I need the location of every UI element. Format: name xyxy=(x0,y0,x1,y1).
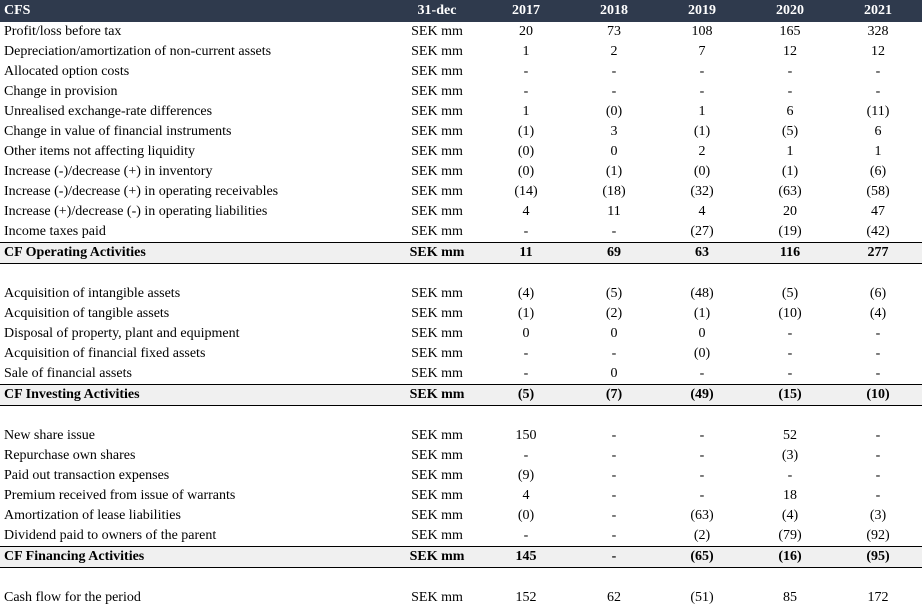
value-cell: - xyxy=(787,346,793,361)
value-cell: - xyxy=(875,428,881,443)
row-label: Increase (+)/decrease (-) in operating liabilities xyxy=(4,204,268,219)
value-cell: (14) xyxy=(514,184,538,199)
row-unit: SEK mm xyxy=(411,104,463,119)
spacer-row xyxy=(0,568,922,589)
value-cell: (3) xyxy=(781,448,799,463)
table-row xyxy=(0,142,922,162)
value-cell: - xyxy=(611,508,617,523)
value-cell: 11 xyxy=(607,204,621,219)
value-cell: - xyxy=(523,84,529,99)
value-cell: (92) xyxy=(866,528,890,543)
value-cell: - xyxy=(787,64,793,79)
value-cell: 4 xyxy=(522,204,530,219)
value-cell: (79) xyxy=(778,528,802,543)
value-cell: 1 xyxy=(698,104,706,119)
value-cell: 63 xyxy=(658,243,746,264)
spacer-cell xyxy=(0,568,922,589)
row-label: Premium received from issue of warrants xyxy=(4,488,236,503)
total-row xyxy=(0,547,922,568)
row-unit: SEK mm xyxy=(411,144,463,159)
row-label: Unrealised exchange-rate differences xyxy=(4,104,213,119)
row-label: Other items not affecting liquidity xyxy=(4,144,196,159)
value-cell: - xyxy=(523,64,529,79)
value-cell: (1) xyxy=(605,164,623,179)
table-row xyxy=(0,426,922,446)
value-cell: - xyxy=(875,488,881,503)
row-label: Acquisition of financial fixed assets xyxy=(4,346,206,361)
table-row xyxy=(0,506,922,526)
value-cell: 2 xyxy=(610,44,618,59)
value-cell: - xyxy=(787,468,793,483)
table-row xyxy=(0,446,922,466)
row-label: Acquisition of intangible assets xyxy=(4,286,181,301)
row-label: CF Financing Activities xyxy=(0,547,392,568)
table-row xyxy=(0,102,922,122)
value-cell: 116 xyxy=(746,243,834,264)
row-label: New share issue xyxy=(4,428,95,443)
row-label: Sale of financial assets xyxy=(4,366,132,381)
value-cell: (1) xyxy=(693,306,711,321)
value-cell: (5) xyxy=(605,286,623,301)
value-cell: (4) xyxy=(517,286,535,301)
header-row xyxy=(0,0,922,22)
value-cell: - xyxy=(611,448,617,463)
value-cell: - xyxy=(570,547,658,568)
spacer-cell xyxy=(0,406,922,427)
value-cell: - xyxy=(611,428,617,443)
value-cell: - xyxy=(699,366,705,381)
row-label: CF Operating Activities xyxy=(0,243,392,264)
value-cell: 277 xyxy=(834,243,922,264)
table-row xyxy=(0,62,922,82)
row-unit: SEK mm xyxy=(411,84,463,99)
row-unit: SEK mm xyxy=(411,590,463,605)
value-cell: (6) xyxy=(869,286,887,301)
row-label: Profit/loss before tax xyxy=(4,24,122,39)
value-cell: (0) xyxy=(517,508,535,523)
value-cell: (10) xyxy=(834,385,922,406)
value-cell: (5) xyxy=(482,385,570,406)
value-cell: - xyxy=(523,528,529,543)
row-label: Disposal of property, plant and equipment xyxy=(4,326,240,341)
value-cell: (0) xyxy=(693,164,711,179)
row-label: Increase (-)/decrease (+) in inventory xyxy=(4,164,213,179)
value-cell: 18 xyxy=(783,488,797,503)
value-cell: - xyxy=(875,326,881,341)
row-unit: SEK mm xyxy=(411,64,463,79)
row-unit: SEK mm xyxy=(411,44,463,59)
value-cell: (2) xyxy=(605,306,623,321)
header-year: 2017 xyxy=(482,0,570,22)
row-unit: SEK mm xyxy=(392,385,482,406)
value-cell: (58) xyxy=(866,184,890,199)
table-row xyxy=(0,22,922,42)
value-cell: 150 xyxy=(515,428,537,443)
value-cell: (1) xyxy=(693,124,711,139)
total-row xyxy=(0,243,922,264)
value-cell: (16) xyxy=(746,547,834,568)
value-cell: (27) xyxy=(690,224,714,239)
table-row xyxy=(0,324,922,344)
row-label: Repurchase own shares xyxy=(4,448,136,463)
value-cell: 12 xyxy=(783,44,797,59)
value-cell: - xyxy=(523,366,529,381)
value-cell: - xyxy=(699,64,705,79)
value-cell: 4 xyxy=(698,204,706,219)
value-cell: - xyxy=(875,346,881,361)
value-cell: (0) xyxy=(517,164,535,179)
header-year: 2021 xyxy=(834,0,922,22)
value-cell: - xyxy=(611,528,617,543)
row-label: Increase (-)/decrease (+) in operating receivables xyxy=(4,184,279,199)
value-cell: 0 xyxy=(610,144,618,159)
value-cell: - xyxy=(875,468,881,483)
value-cell: - xyxy=(875,448,881,463)
value-cell: 4 xyxy=(522,488,530,503)
value-cell: - xyxy=(699,428,705,443)
row-unit: SEK mm xyxy=(411,326,463,341)
value-cell: (1) xyxy=(781,164,799,179)
row-unit: SEK mm xyxy=(411,488,463,503)
table-row xyxy=(0,526,922,547)
row-unit: SEK mm xyxy=(411,468,463,483)
header-year: 2020 xyxy=(746,0,834,22)
row-unit: SEK mm xyxy=(411,286,463,301)
value-cell: 2 xyxy=(698,144,706,159)
total-row xyxy=(0,385,922,406)
row-label: Acquisition of tangible assets xyxy=(4,306,170,321)
row-unit: SEK mm xyxy=(411,528,463,543)
table-row xyxy=(0,486,922,506)
value-cell: (48) xyxy=(690,286,714,301)
value-cell: 6 xyxy=(786,104,794,119)
value-cell: (63) xyxy=(690,508,714,523)
value-cell: (3) xyxy=(869,508,887,523)
value-cell: - xyxy=(875,84,881,99)
row-unit: SEK mm xyxy=(411,306,463,321)
value-cell: 20 xyxy=(519,24,533,39)
value-cell: - xyxy=(699,488,705,503)
table-row xyxy=(0,284,922,304)
table-row xyxy=(0,202,922,222)
row-label: Depreciation/amortization of non-current assets xyxy=(4,44,272,59)
value-cell: (1) xyxy=(517,306,535,321)
spacer-row xyxy=(0,406,922,427)
value-cell: 328 xyxy=(867,24,889,39)
header-unit: 31-dec xyxy=(392,0,482,22)
value-cell: (18) xyxy=(602,184,626,199)
value-cell: - xyxy=(699,468,705,483)
value-cell: 1 xyxy=(522,44,530,59)
value-cell: 62 xyxy=(607,590,621,605)
value-cell: (11) xyxy=(866,104,890,119)
value-cell: (49) xyxy=(658,385,746,406)
table-body xyxy=(0,22,922,608)
table-row xyxy=(0,466,922,486)
value-cell: - xyxy=(699,84,705,99)
value-cell: - xyxy=(787,326,793,341)
spacer-row xyxy=(0,264,922,285)
value-cell: 69 xyxy=(570,243,658,264)
value-cell: - xyxy=(699,448,705,463)
row-unit: SEK mm xyxy=(411,124,463,139)
table-header xyxy=(0,0,922,22)
value-cell: (10) xyxy=(778,306,802,321)
value-cell: (4) xyxy=(869,306,887,321)
table-row xyxy=(0,344,922,364)
value-cell: (4) xyxy=(781,508,799,523)
value-cell: 0 xyxy=(610,326,618,341)
value-cell: 172 xyxy=(867,590,889,605)
value-cell: (1) xyxy=(517,124,535,139)
value-cell: (15) xyxy=(746,385,834,406)
value-cell: 0 xyxy=(698,326,706,341)
table-row xyxy=(0,42,922,62)
value-cell: - xyxy=(787,366,793,381)
table-row xyxy=(0,364,922,385)
row-label: Dividend paid to owners of the parent xyxy=(4,528,217,543)
row-label: Paid out transaction expenses xyxy=(4,468,170,483)
value-cell: - xyxy=(787,84,793,99)
header-year: 2019 xyxy=(658,0,746,22)
value-cell: (42) xyxy=(866,224,890,239)
value-cell: (7) xyxy=(570,385,658,406)
value-cell: (65) xyxy=(658,547,746,568)
value-cell: 1 xyxy=(786,144,794,159)
value-cell: 152 xyxy=(515,590,537,605)
row-unit: SEK mm xyxy=(411,346,463,361)
value-cell: 0 xyxy=(610,366,618,381)
value-cell: (0) xyxy=(517,144,535,159)
value-cell: 6 xyxy=(874,124,882,139)
row-unit: SEK mm xyxy=(411,24,463,39)
header-label: CFS xyxy=(0,0,392,22)
value-cell: 7 xyxy=(698,44,706,59)
row-unit: SEK mm xyxy=(411,448,463,463)
value-cell: - xyxy=(611,224,617,239)
value-cell: 20 xyxy=(783,204,797,219)
row-label: Income taxes paid xyxy=(4,224,106,239)
value-cell: (9) xyxy=(517,468,535,483)
row-unit: SEK mm xyxy=(411,164,463,179)
value-cell: (63) xyxy=(778,184,802,199)
value-cell: 47 xyxy=(871,204,885,219)
value-cell: (2) xyxy=(693,528,711,543)
row-unit: SEK mm xyxy=(411,184,463,199)
table-row xyxy=(0,588,922,608)
value-cell: (95) xyxy=(834,547,922,568)
value-cell: - xyxy=(523,448,529,463)
table-row xyxy=(0,304,922,324)
value-cell: - xyxy=(611,468,617,483)
row-label: Change in provision xyxy=(4,84,118,99)
value-cell: (19) xyxy=(778,224,802,239)
spacer-cell xyxy=(0,264,922,285)
row-unit: SEK mm xyxy=(411,428,463,443)
value-cell: 11 xyxy=(482,243,570,264)
value-cell: 1 xyxy=(874,144,882,159)
table-row xyxy=(0,122,922,142)
value-cell: 12 xyxy=(871,44,885,59)
value-cell: 165 xyxy=(779,24,801,39)
value-cell: - xyxy=(611,64,617,79)
value-cell: 52 xyxy=(783,428,797,443)
row-label: Cash flow for the period xyxy=(4,590,141,605)
row-label: Change in value of financial instruments xyxy=(4,124,232,139)
value-cell: (32) xyxy=(690,184,714,199)
row-unit: SEK mm xyxy=(411,508,463,523)
row-unit: SEK mm xyxy=(392,547,482,568)
value-cell: - xyxy=(611,488,617,503)
table-row xyxy=(0,162,922,182)
value-cell: - xyxy=(523,346,529,361)
value-cell: (5) xyxy=(781,286,799,301)
value-cell: 85 xyxy=(783,590,797,605)
table-row xyxy=(0,82,922,102)
table-row xyxy=(0,182,922,202)
value-cell: (0) xyxy=(605,104,623,119)
table-row xyxy=(0,222,922,243)
value-cell: 3 xyxy=(610,124,618,139)
value-cell: (5) xyxy=(781,124,799,139)
value-cell: (6) xyxy=(869,164,887,179)
value-cell: - xyxy=(611,346,617,361)
value-cell: 73 xyxy=(607,24,621,39)
value-cell: 145 xyxy=(482,547,570,568)
value-cell: 1 xyxy=(522,104,530,119)
value-cell: 108 xyxy=(691,24,713,39)
row-unit: SEK mm xyxy=(411,224,463,239)
row-label: Allocated option costs xyxy=(4,64,130,79)
row-unit: SEK mm xyxy=(411,366,463,381)
value-cell: 0 xyxy=(522,326,530,341)
value-cell: (0) xyxy=(693,346,711,361)
row-unit: SEK mm xyxy=(411,204,463,219)
row-label: CF Investing Activities xyxy=(0,385,392,406)
header-year: 2018 xyxy=(570,0,658,22)
row-label: Amortization of lease liabilities xyxy=(4,508,181,523)
value-cell: - xyxy=(875,64,881,79)
row-unit: SEK mm xyxy=(392,243,482,264)
value-cell: - xyxy=(611,84,617,99)
value-cell: - xyxy=(875,366,881,381)
value-cell: - xyxy=(523,224,529,239)
value-cell: (51) xyxy=(690,590,714,605)
